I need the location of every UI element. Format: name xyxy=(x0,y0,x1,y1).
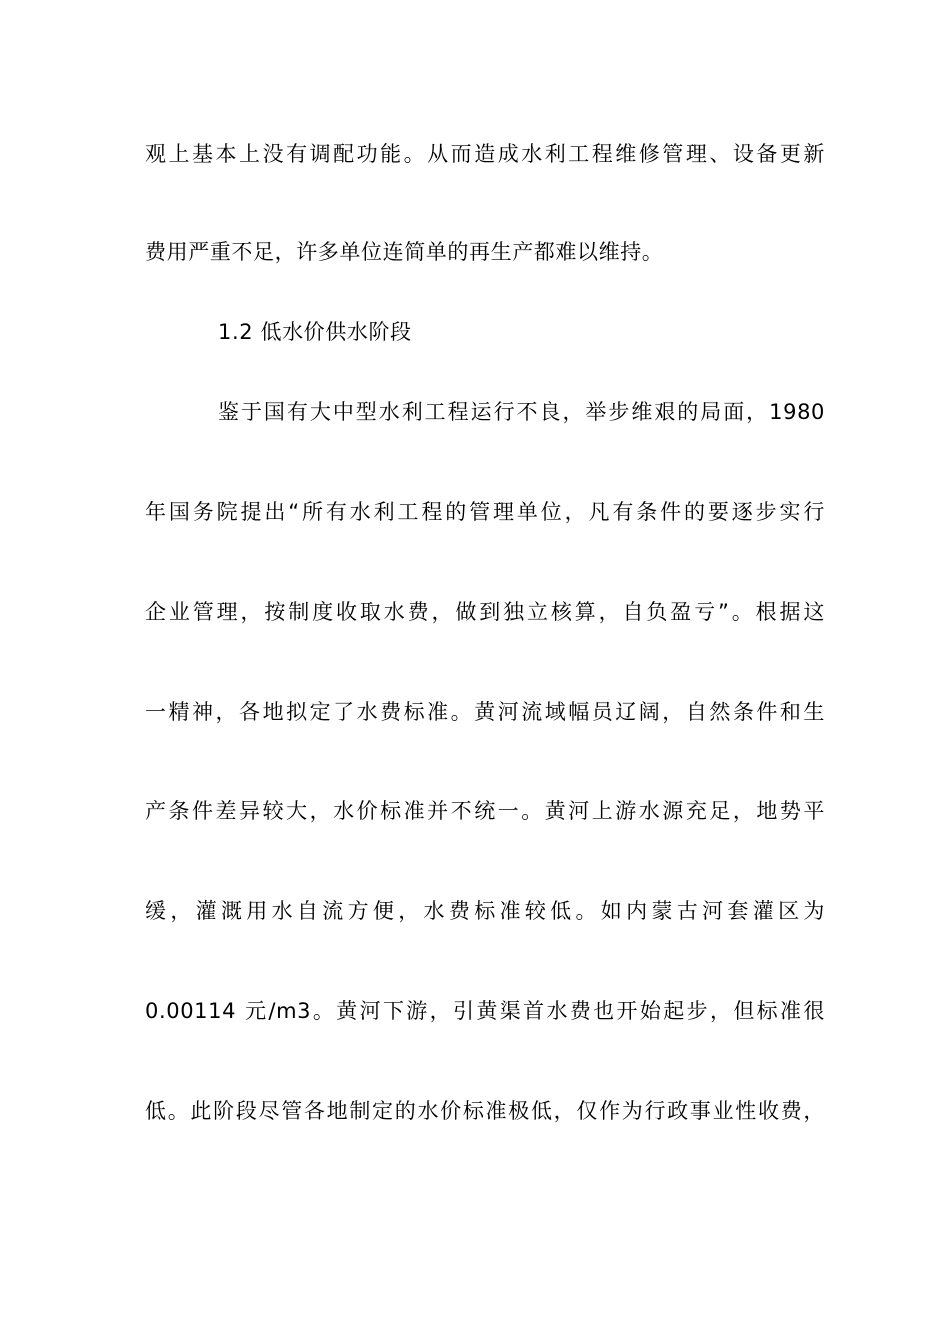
text-line-10: 0.00114 元/m3。黄河下游，引黄渠首水费也开始起步，但标准很 xyxy=(145,999,825,1023)
text-line-6: 企业管理，按制度收取水费，做到独立核算，自负盈亏”。根据这 xyxy=(145,600,825,624)
text-line-7: 一精神，各地拟定了水费标准。黄河流域幅员辽阔，自然条件和生 xyxy=(145,700,825,724)
text-line-5: 年国务院提出“所有水利工程的管理单位，凡有条件的要逐步实行 xyxy=(145,500,825,524)
section-heading: 1.2 低水价供水阶段 xyxy=(218,320,412,344)
text-line-1: 观上基本上没有调配功能。从而造成水利工程维修管理、设备更新 xyxy=(145,142,825,166)
text-line-9: 缓，灌溉用水自流方便，水费标准较低。如内蒙古河套灌区为 xyxy=(145,899,825,923)
text-line-2: 费用严重不足，许多单位连简单的再生产都难以维持。 xyxy=(145,240,664,264)
text-line-4: 鉴于国有大中型水利工程运行不良，举步维艰的局面，1980 xyxy=(218,400,825,424)
text-line-8: 产条件差异较大，水价标准并不统一。黄河上游水源充足，地势平 xyxy=(145,799,825,823)
text-line-11: 低。此阶段尽管各地制定的水价标准极低，仅作为行政事业性收费， xyxy=(145,1099,825,1123)
